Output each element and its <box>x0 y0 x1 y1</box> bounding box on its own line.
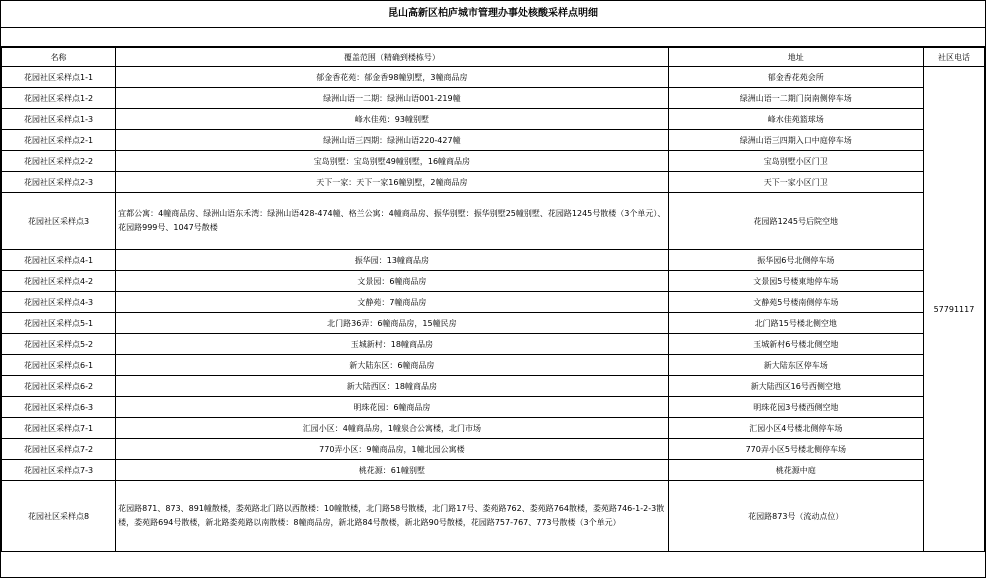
cell-address: 文静苑5号楼南侧停车场 <box>668 292 923 313</box>
table-row <box>2 460 985 481</box>
header-name: 名称 <box>2 48 116 67</box>
cell-name: 花园社区采样点4-1 <box>2 250 116 271</box>
table-row <box>2 334 985 355</box>
cell-scope: 新大陆西区：18幢商品房 <box>116 376 669 397</box>
table-row <box>2 193 985 250</box>
cell-scope: 新大陆东区：6幢商品房 <box>116 355 669 376</box>
cell-name: 花园社区采样点4-2 <box>2 271 116 292</box>
cell-address: 汇园小区4号楼北侧停车场 <box>668 418 923 439</box>
cell-address: 北门路15号楼北侧空地 <box>668 313 923 334</box>
cell-address: 宝岛别墅小区门卫 <box>668 151 923 172</box>
cell-scope: 北门路36弄：6幢商品房，15幢民房 <box>116 313 669 334</box>
cell-address: 新大陆西区16号西侧空地 <box>668 376 923 397</box>
cell-name: 花园社区采样点6-1 <box>2 355 116 376</box>
cell-address: 郁金香花苑会所 <box>668 67 923 88</box>
blank-row <box>1 28 985 47</box>
cell-address: 天下一家小区门卫 <box>668 172 923 193</box>
cell-address: 花园路873号（流动点位） <box>668 481 923 552</box>
cell-scope: 770弄小区：9幢商品房，1幢北园公寓楼 <box>116 439 669 460</box>
header-row <box>2 48 985 67</box>
cell-address: 新大陆东区停车场 <box>668 355 923 376</box>
cell-name: 花园社区采样点1-1 <box>2 67 116 88</box>
sheet-title: 昆山高新区柏庐城市管理办事处核酸采样点明细 <box>1 1 985 28</box>
cell-scope: 天下一家：天下一家16幢别墅，2幢商品房 <box>116 172 669 193</box>
cell-name: 花园社区采样点5-1 <box>2 313 116 334</box>
cell-name: 花园社区采样点2-2 <box>2 151 116 172</box>
cell-address: 770弄小区5号楼北侧停车场 <box>668 439 923 460</box>
table-row <box>2 376 985 397</box>
cell-name: 花园社区采样点5-2 <box>2 334 116 355</box>
cell-scope: 文景园：6幢商品房 <box>116 271 669 292</box>
table-row <box>2 130 985 151</box>
cell-name: 花园社区采样点6-2 <box>2 376 116 397</box>
cell-name: 花园社区采样点7-2 <box>2 439 116 460</box>
cell-scope: 郁金香花苑：郁金香98幢别墅，3幢商品房 <box>116 67 669 88</box>
header-address: 地址 <box>668 48 923 67</box>
cell-address: 花园路1245号后院空地 <box>668 193 923 250</box>
cell-scope: 绿洲山语一二期：绿洲山语001-219幢 <box>116 88 669 109</box>
table-row <box>2 67 985 88</box>
cell-address: 桃花源中庭 <box>668 460 923 481</box>
cell-scope: 文静苑：7幢商品房 <box>116 292 669 313</box>
header-phone: 社区电话 <box>923 48 984 67</box>
cell-scope: 宝岛别墅：宝岛别墅49幢别墅，16幢商品房 <box>116 151 669 172</box>
cell-name: 花园社区采样点1-2 <box>2 88 116 109</box>
cell-address: 文景园5号楼東地停车场 <box>668 271 923 292</box>
table-row <box>2 109 985 130</box>
table-row <box>2 439 985 460</box>
table-row <box>2 418 985 439</box>
table-row <box>2 355 985 376</box>
cell-name: 花园社区采样点8 <box>2 481 116 552</box>
cell-name: 花园社区采样点4-3 <box>2 292 116 313</box>
cell-name: 花园社区采样点7-1 <box>2 418 116 439</box>
cell-address: 峰水佳苑篮球场 <box>668 109 923 130</box>
cell-scope: 峰水佳苑：93幢别墅 <box>116 109 669 130</box>
cell-scope: 明珠花园：6幢商品房 <box>116 397 669 418</box>
cell-scope: 绿洲山语三四期：绿洲山语220-427幢 <box>116 130 669 151</box>
table-row <box>2 292 985 313</box>
table-row <box>2 250 985 271</box>
table-row <box>2 397 985 418</box>
cell-address: 明珠花园3号楼西侧空地 <box>668 397 923 418</box>
table-row <box>2 313 985 334</box>
header-scope: 覆盖范围（精确到楼栋号） <box>116 48 669 67</box>
cell-name: 花园社区采样点3 <box>2 193 116 250</box>
cell-address: 振华园6号北侧停车场 <box>668 250 923 271</box>
cell-name: 花园社区采样点6-3 <box>2 397 116 418</box>
sampling-points-table <box>1 47 985 552</box>
table-row <box>2 151 985 172</box>
cell-phone: 57791117 <box>923 67 984 552</box>
cell-name: 花园社区采样点7-3 <box>2 460 116 481</box>
cell-scope: 宜都公寓：4幢商品房、绿洲山语东禾湾：绿洲山语428-474幢、格兰公寓：4幢商品房、振华别墅：振华别墅25幢别墅、花园路1245号散楼（3个单元）、花园路999号、1047号散楼 <box>116 193 669 250</box>
cell-name: 花园社区采样点2-3 <box>2 172 116 193</box>
table-row <box>2 88 985 109</box>
cell-scope: 振华园：13幢商品房 <box>116 250 669 271</box>
cell-name: 花园社区采样点1-3 <box>2 109 116 130</box>
cell-scope: 桃花源：61幢别墅 <box>116 460 669 481</box>
cell-address: 绿洲山语一二期门岗南侧停车场 <box>668 88 923 109</box>
cell-scope: 汇园小区：4幢商品房，1幢泉合公寓楼，北门市场 <box>116 418 669 439</box>
cell-address: 绿洲山语三四期入口中庭停车场 <box>668 130 923 151</box>
cell-scope: 玉城新村：18幢商品房 <box>116 334 669 355</box>
table-row <box>2 172 985 193</box>
table-row <box>2 481 985 552</box>
cell-address: 玉城新村6号楼北侧空地 <box>668 334 923 355</box>
cell-scope: 花园路871、873、891幢散楼，娄苑路北门路以西散楼：10幢散楼，北门路58号散楼，北门路17号、娄苑路762、娄苑路764散楼，娄苑路746-1-2-3散楼，娄苑路694号散楼，新北路娄苑路以南散楼：8幢商品房，新北路84号散楼，新北路90号散楼，花园路757-767、773号散楼（3个单元） <box>116 481 669 552</box>
table-row <box>2 271 985 292</box>
cell-name: 花园社区采样点2-1 <box>2 130 116 151</box>
